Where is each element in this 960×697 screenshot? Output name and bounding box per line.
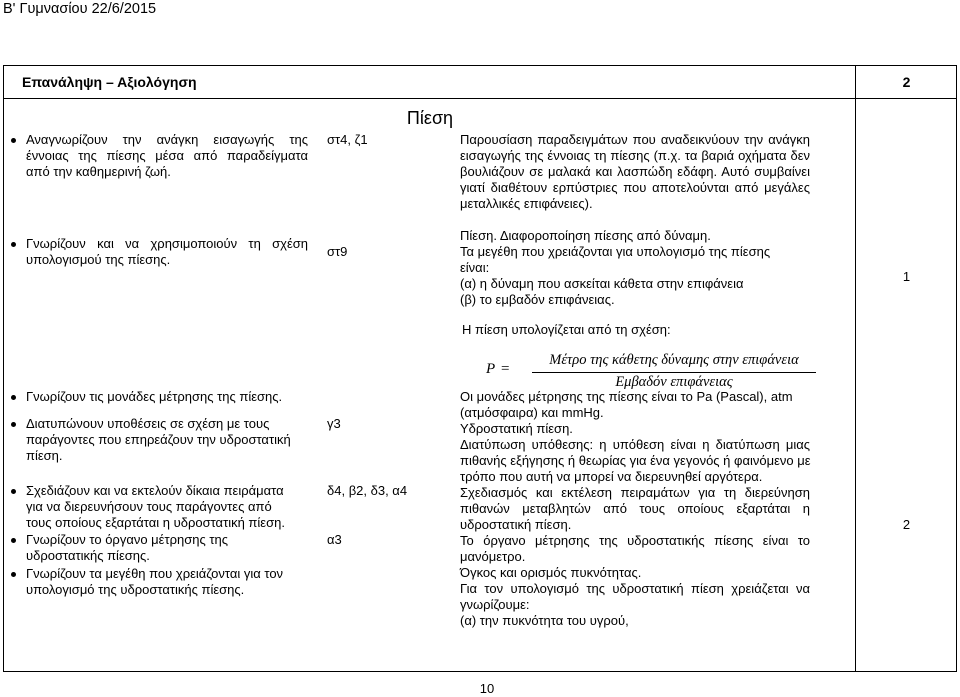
objective-line: Γνωρίζουν το όργανο μέτρησης της xyxy=(26,532,228,547)
content-line: πιθανών μεταβλητών από τους οποίους εξαρτάται η xyxy=(460,501,810,516)
content-line: υδροστατική πίεση. xyxy=(460,517,572,532)
objective-line: Διατυπώνουν υποθέσεις σε σχέση με τους xyxy=(26,416,270,431)
curriculum-code: στ9 xyxy=(327,244,348,259)
curriculum-code: γ3 xyxy=(327,416,341,431)
content-line: γνωρίζουμε: xyxy=(460,597,530,612)
curriculum-code: στ4, ζ1 xyxy=(327,132,368,147)
objective-line: Γνωρίζουν τις μονάδες μέτρησης της πίεσης. xyxy=(26,389,283,404)
objective-line: υδροστατικής πίεσης. xyxy=(26,548,150,563)
content-line: (α) η δύναμη που ασκείται κάθετα στην επιφάνεια xyxy=(460,276,744,291)
content-block xyxy=(460,565,810,581)
bullet-icon xyxy=(11,538,16,543)
content-line: Παρουσίαση παραδειγμάτων που αναδεικνύουν την ανάγκη xyxy=(460,132,810,147)
content-line: Οι μονάδες μέτρησης της πίεσης είναι το Pa (Pascal), atm xyxy=(460,389,793,404)
objective-item xyxy=(26,389,308,405)
objective-line: για να διερευνήσουν τους παράγοντες από xyxy=(26,499,272,514)
content-block xyxy=(460,581,810,613)
formula-equals: = xyxy=(501,361,510,377)
bullet-icon xyxy=(11,138,16,143)
content-line: είναι: xyxy=(460,260,490,275)
content-line: Πίεση. Διαφοροποίηση πίεσης από δύναμη. xyxy=(460,228,711,243)
objective-line: Γνωρίζουν τα μεγέθη που χρειάζονται για τον xyxy=(26,566,284,581)
curriculum-code: δ4, β2, δ3, α4 xyxy=(327,483,408,498)
content-line: εισαγωγής της έννοιας τη πίεσης (π.χ. τα βαριά οχήματα δεν xyxy=(460,148,810,163)
content-block xyxy=(460,132,810,212)
section-title: Πίεση xyxy=(406,108,454,128)
objective-item xyxy=(26,566,308,598)
bullet-icon xyxy=(11,489,16,494)
curriculum-code: α3 xyxy=(327,532,342,547)
objective-item xyxy=(26,532,308,564)
bullet-icon xyxy=(11,395,16,400)
content-line: Για τον υπολογισμό της υδροστατική πίεση χρειάζεται να xyxy=(460,581,810,596)
content-line: βουλιάζουν σε μαλακά και λασπώδη εδάφη. Αυτό συμβαίνει xyxy=(460,164,810,179)
content-line: Σχεδιασμός και εκτέλεση πειραμάτων για τη διερεύνηση xyxy=(460,485,810,500)
content-line: μανόμετρο. xyxy=(460,549,526,564)
objective-item xyxy=(26,416,308,464)
objective-item xyxy=(26,132,308,180)
table-row-divider xyxy=(3,98,957,99)
content-line: (α) την πυκνότητα του υγρού, xyxy=(460,613,629,628)
teaching-periods: 1 xyxy=(902,269,911,284)
objective-line: υπολογισμού της πίεσης. xyxy=(26,252,171,267)
content-line: Όγκος και ορισμός πυκνότητας. xyxy=(460,565,642,580)
content-block xyxy=(460,228,810,308)
content-block xyxy=(460,533,810,565)
content-block xyxy=(460,613,810,629)
objective-line: Γνωρίζουν και να χρησιμοποιούν τη σχέση xyxy=(26,236,308,251)
content-block xyxy=(460,437,810,485)
objective-line: Σχεδιάζουν και να εκτελούν δίκαια πειράματα xyxy=(26,483,284,498)
content-line: Η πίεση υπολογίζεται από τη σχέση: xyxy=(462,322,671,337)
formula-fraction-bar xyxy=(532,372,816,373)
review-row-title: Επανάληψη – Αξιολόγηση xyxy=(22,74,197,90)
content-line: Το όργανο μέτρησης της υδροστατικής πίεσης είναι το xyxy=(460,533,810,548)
objective-line: από την καθημερινή ζωή. xyxy=(26,164,171,179)
objective-item xyxy=(26,483,308,531)
content-line: (ατμόσφαιρα) και mmHg. xyxy=(460,405,604,420)
content-block xyxy=(460,485,810,533)
objective-item xyxy=(26,236,308,268)
objective-line: πίεση. xyxy=(26,448,63,463)
objective-line: υπολογισμό της υδροστατικής πίεσης. xyxy=(26,582,245,597)
content-line: Διατύπωση υπόθεσης: η υπόθεση είναι η διατύπωση μιας xyxy=(460,437,810,452)
table-column-divider xyxy=(855,65,856,672)
objective-line: Αναγνωρίζουν την ανάγκη εισαγωγής της xyxy=(26,132,308,147)
teaching-periods: 2 xyxy=(902,517,911,532)
content-block xyxy=(462,322,812,338)
content-block xyxy=(460,389,810,421)
content-line: μεταλλικές επιφάνειες). xyxy=(460,196,593,211)
content-line: γιατί διαθέτουν ερπύστριες που αποτελούνται από μεγάλες xyxy=(460,180,810,195)
formula-denominator: Εμβαδόν επιφάνειας xyxy=(615,374,733,390)
page-number: 10 xyxy=(479,681,495,696)
objective-line: έννοιας της πίεσης μέσα από παραδείγματα xyxy=(26,148,308,163)
formula-numerator: Μέτρο της κάθετης δύναμης στην επιφάνεια xyxy=(549,352,799,368)
content-line: πιθανής εξήγησης ή θεωρίας για ένα γεγονός ή φαινόμενο με xyxy=(460,453,811,468)
review-row-periods: 2 xyxy=(902,74,911,90)
bullet-icon xyxy=(11,422,16,427)
formula-lhs: P xyxy=(486,361,496,377)
content-line: τρόπο που αυτή να μπορεί να διερευνηθεί αργότερα. xyxy=(460,469,763,484)
content-block xyxy=(460,421,810,437)
content-line: (β) το εμβαδόν επιφάνειας. xyxy=(460,292,615,307)
bullet-icon xyxy=(11,242,16,247)
content-line: Τα μεγέθη που χρειάζονται για υπολογισμό της πίεσης xyxy=(460,244,771,259)
bullet-icon xyxy=(11,572,16,577)
objective-line: τους οποίους εξαρτάται η υδροστατική πίεση. xyxy=(26,515,285,530)
content-line: Υδροστατική πίεση. xyxy=(460,421,573,436)
objective-line: παράγοντες που επηρεάζουν την υδροστατική xyxy=(26,432,291,447)
page-header: Β' Γυμνασίου 22/6/2015 xyxy=(3,1,157,17)
